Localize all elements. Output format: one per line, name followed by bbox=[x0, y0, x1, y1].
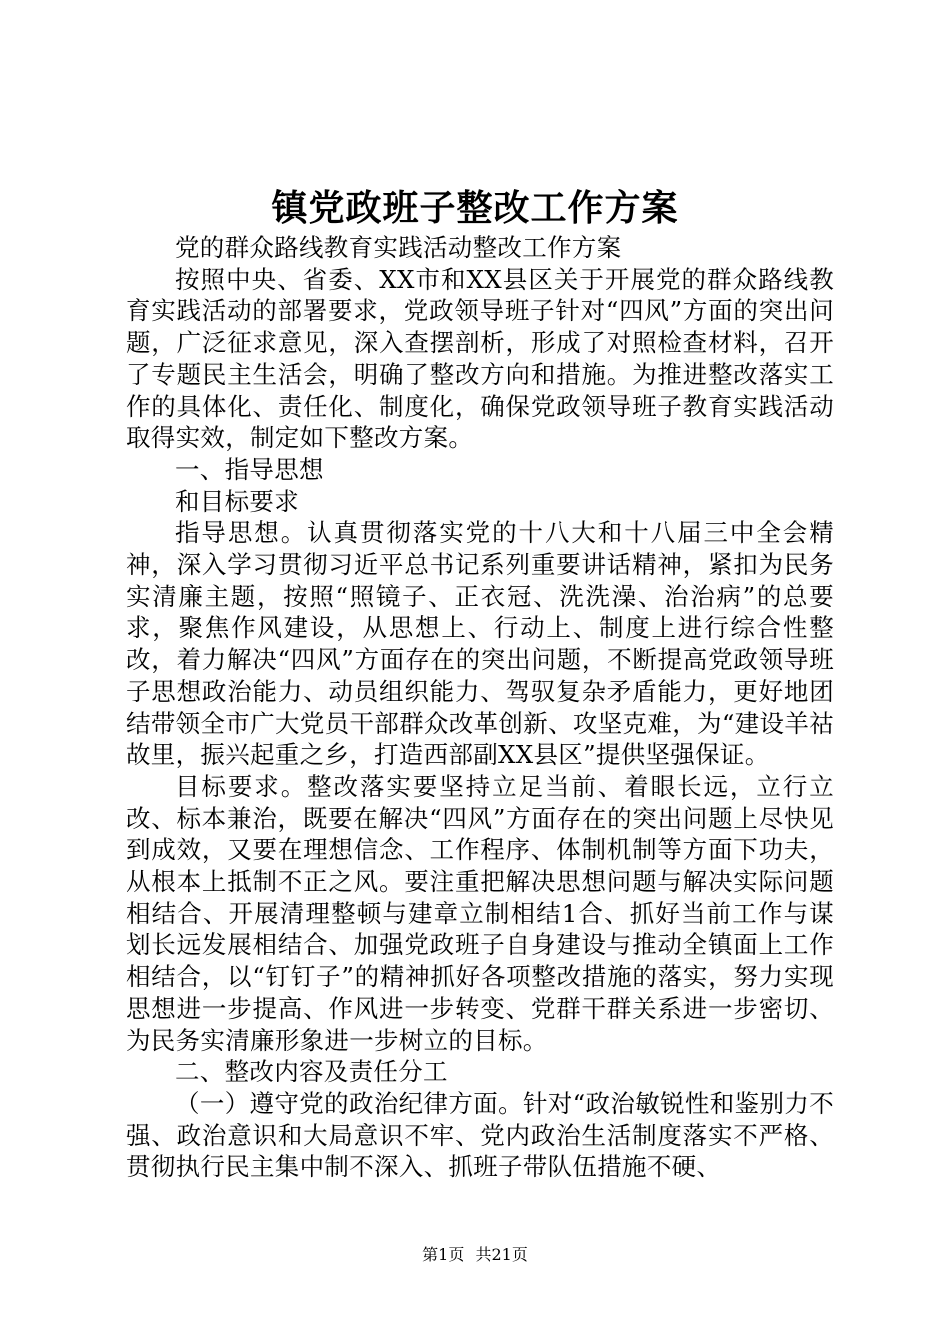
paragraph-subtitle: 党的群众路线教育实践活动整改工作方案 bbox=[175, 233, 622, 262]
page-total: 共21页 bbox=[475, 1245, 528, 1264]
document-title: 镇党政班子整改工作方案 bbox=[271, 187, 679, 229]
document-body bbox=[126, 232, 834, 1183]
page-number: 第1页 bbox=[422, 1245, 465, 1264]
paragraph-target-requirements: 目标要求。整改落实要坚持立足当前、着眼长远，立行立改、标本兼治，既要在解决“四风”方面存在的突出问题上尽快见到成效，又要在理想信念、工作程序、体制机制等方面下功夫，从根本上抵制不正之风。要注重把解决思想问题与解决实际问题相结合、开展清理整顿与建章立制相结1合、抓好当前工作与谋划长远发展相结合、加强党政班子自身建设与推动全镇面上工作相结合，以“钉钉子”的精神抓好各项整改措施的落实，努力实现思想进一步提高、作风进一步转变、党群干群关系进一步密切、为民务实清廉形象进一步树立的目标。 bbox=[126, 771, 835, 1055]
paragraph-political-discipline: （一）遵守党的政治纪律方面。针对“政治敏锐性和鉴别力不强、政治意识和大局意识不牢、党内政治生活制度落实不严格、贯彻执行民主集中制不深入、抓班子带队伍措施不硬、 bbox=[126, 1088, 834, 1182]
page-footer bbox=[0, 1243, 950, 1267]
paragraph-guiding-ideology: 指导思想。认真贯彻落实党的十八大和十八届三中全会精神，深入学习贯彻习近平总书记系列重要讲话精神，紧扣为民务实清廉主题，按照“照镜子、正衣冠、洗洗澡、治治病”的总要求，聚焦作风建设，从思想上、行动上、制度上进行综合性整改，着力解决“四风”方面存在的突出问题，不断提高党政领导班子思想政治能力、动员组织能力、驾驭复杂矛盾能力，更好地团结带领全市广大党员干部群众改革创新、攻坚克难，为“建设羊祜故里，振兴起重之乡，打造西部副XX县区”提供坚强保证。 bbox=[126, 518, 834, 770]
paragraph-intro: 按照中央、省委、XX市和XX县区关于开展党的群众路线教育实践活动的部署要求，党政领导班子针对“四风”方面的突出问题，广泛征求意见，深入查摆剖析，形成了对照检查材料，召开了专题民主生活会，明确了整改方向和措施。为推进整改落实工作的具体化、责任化、制度化，确保党政领导班子教育实践活动取得实效，制定如下整改方案。 bbox=[126, 264, 834, 453]
section-heading-continuation: 和目标要求 bbox=[175, 486, 299, 516]
section-heading-rectification-content: 二、整改内容及责任分工 bbox=[175, 1057, 448, 1087]
section-heading-guiding-ideology: 一、指导思想 bbox=[175, 454, 324, 484]
